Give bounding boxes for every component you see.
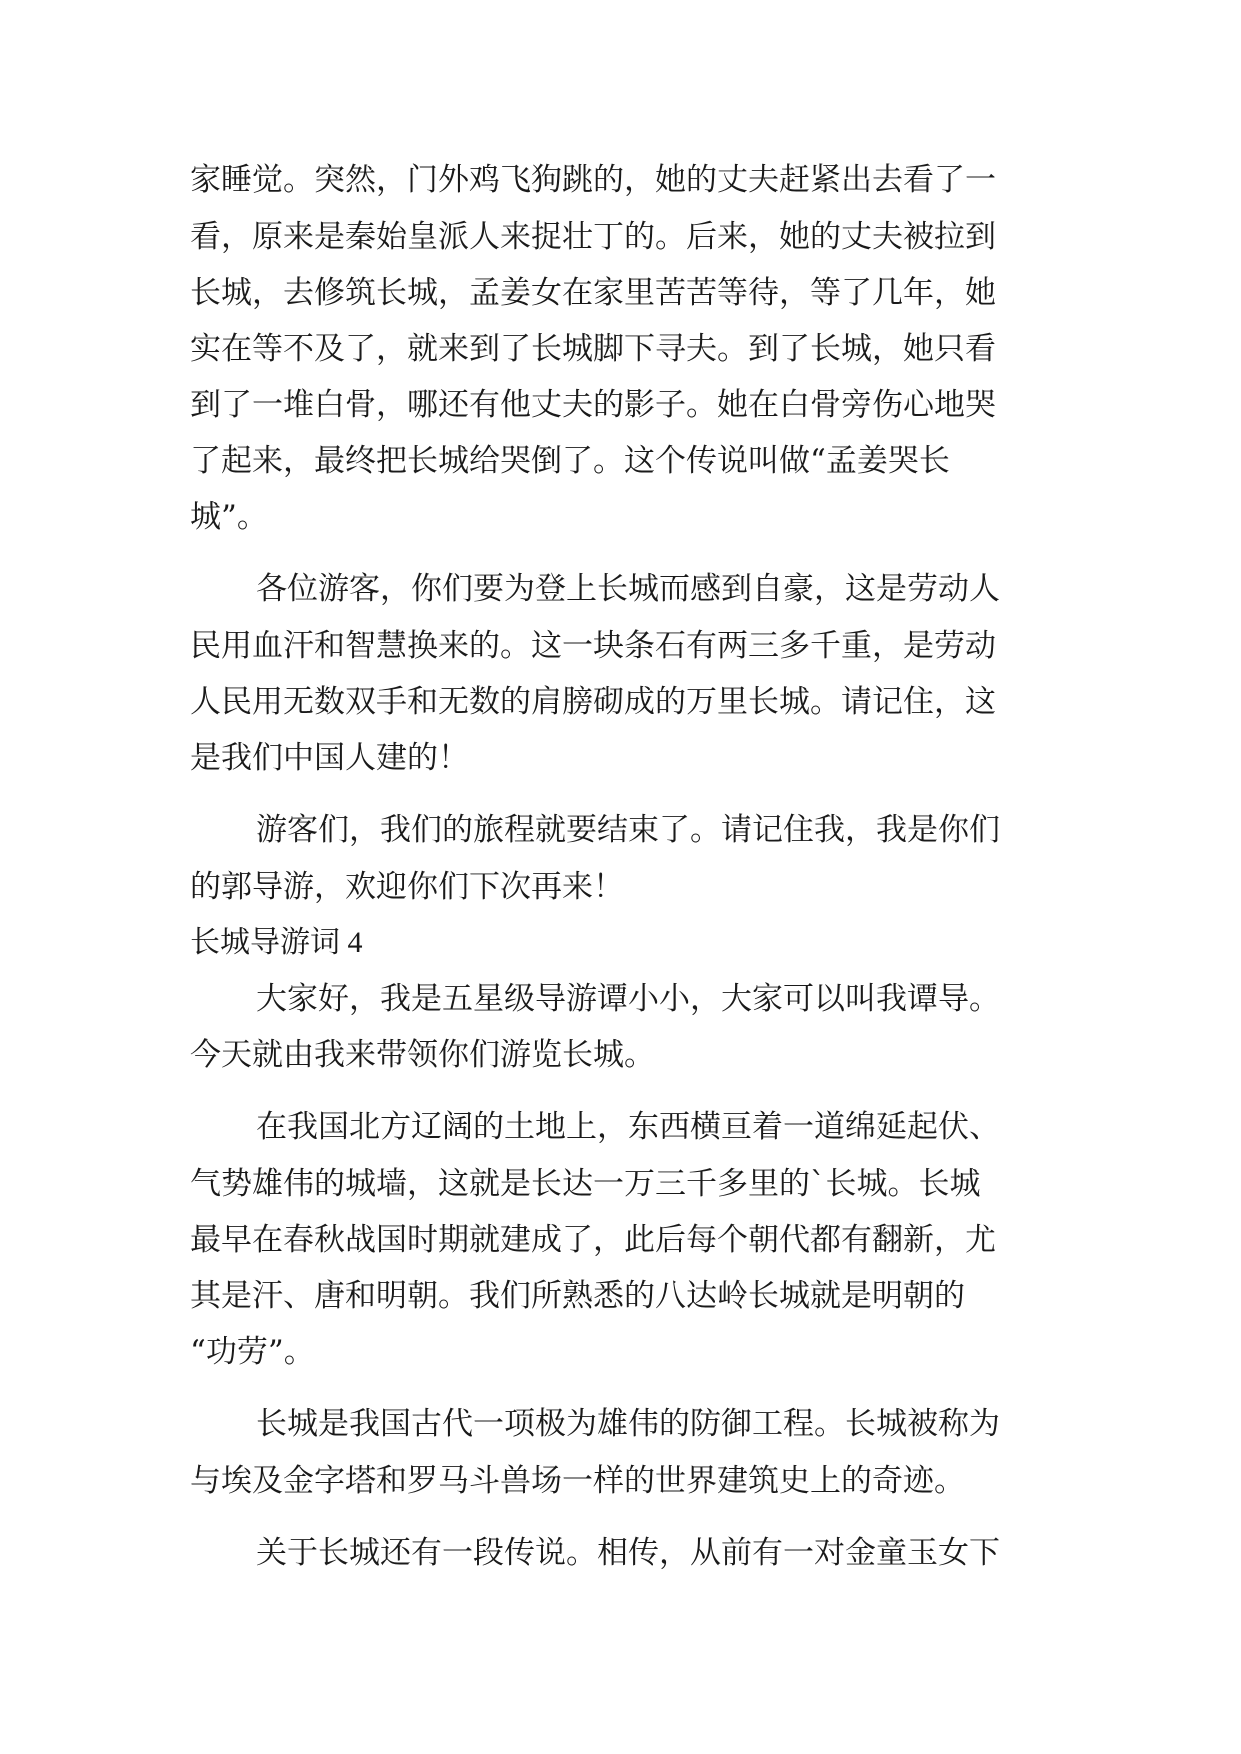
paragraph-first-line: 游客们，我们的旅程就要结束了。请记住我，我是你们 bbox=[256, 812, 1000, 848]
paragraph-first-line: 各位游客，你们要为登上长城而感到自豪，这是劳动人 bbox=[256, 571, 1000, 607]
text-line: 到了一堆白骨，哪还有他丈夫的影子。她在白骨旁伤心地哭 bbox=[190, 387, 996, 423]
text-line: 看，原来是秦始皇派人来捉壮丁的。后来，她的丈夫被拉到 bbox=[190, 219, 996, 255]
paragraph-first-line: 在我国北方辽阔的土地上，东西横亘着一道绵延起伏、 bbox=[256, 1109, 1000, 1145]
paragraph-first-line: 关于长城还有一段传说。相传，从前有一对金童玉女下 bbox=[256, 1535, 1000, 1571]
text-line: “功劳”。 bbox=[190, 1334, 315, 1370]
text-line: 气势雄伟的城墙，这就是长达一万三千多里的`长城。长城 bbox=[190, 1166, 981, 1202]
text-line: 今天就由我来带领你们游览长城。 bbox=[190, 1037, 655, 1073]
text-line: 民用血汗和智慧换来的。这一块条石有两三多千重，是劳动 bbox=[190, 628, 996, 664]
text-line: 与埃及金字塔和罗马斗兽场一样的世界建筑史上的奇迹。 bbox=[190, 1463, 965, 1499]
paragraph-first-line: 长城是我国古代一项极为雄伟的防御工程。长城被称为 bbox=[256, 1406, 1000, 1442]
text-line: 城”。 bbox=[190, 499, 268, 535]
text-line: 了起来，最终把长城给哭倒了。这个传说叫做“孟姜哭长 bbox=[190, 443, 950, 479]
text-line: 的郭导游，欢迎你们下次再来！ bbox=[190, 869, 624, 905]
text-line: 人民用无数双手和无数的肩膀砌成的万里长城。请记住，这 bbox=[190, 684, 996, 720]
text-line: 是我们中国人建的！ bbox=[190, 740, 469, 776]
text-line: 长城，去修筑长城，孟姜女在家里苦苦等待，等了几年，她 bbox=[190, 275, 996, 311]
text-line: 实在等不及了，就来到了长城脚下寻夫。到了长城，她只看 bbox=[190, 331, 996, 367]
section-heading: 长城导游词 4 bbox=[190, 926, 363, 959]
paragraph-first-line: 大家好，我是五星级导游谭小小，大家可以叫我谭导。 bbox=[256, 981, 1000, 1017]
text-line: 家睡觉。突然，门外鸡飞狗跳的，她的丈夫赶紧出去看了一 bbox=[190, 162, 996, 198]
text-line: 其是汗、唐和明朝。我们所熟悉的八达岭长城就是明朝的 bbox=[190, 1278, 965, 1314]
text-line: 最早在春秋战国时期就建成了，此后每个朝代都有翻新，尤 bbox=[190, 1222, 996, 1258]
